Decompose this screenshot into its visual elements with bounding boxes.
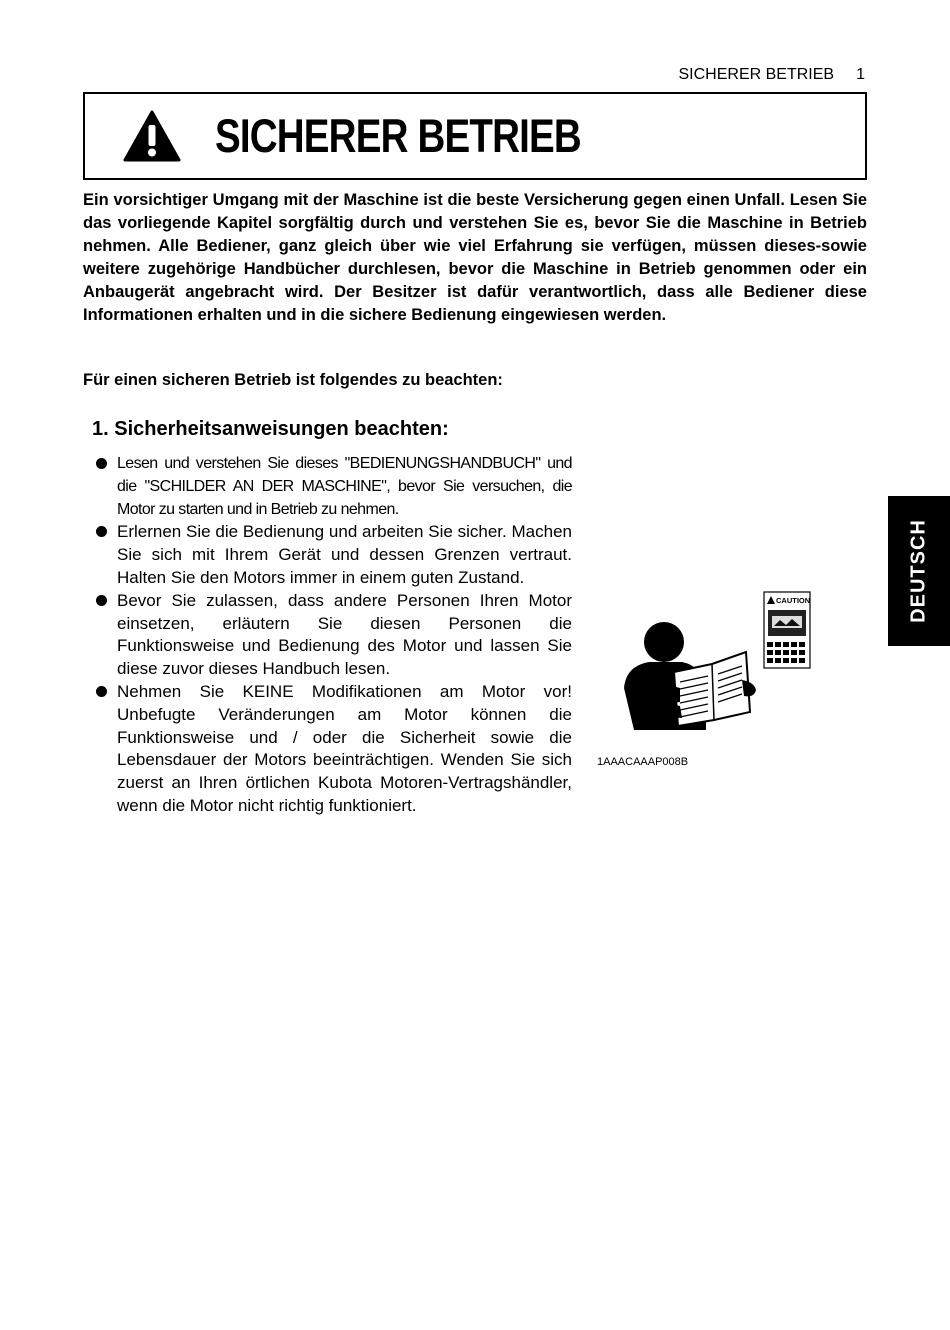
- figure-code: 1AAACAAAP008B: [597, 756, 689, 768]
- person-reading-manual-illustration: [594, 590, 814, 730]
- list-item-text: Bevor Sie zulassen, dass andere Personen Ihren Motor einsetzen, erläutern Sie diesen Personen die Funktionsweise und Bedienung des Motor und lassen Sie diese zuvor dieses Handbuch lesen.: [117, 590, 572, 679]
- caution-decal: [764, 592, 810, 668]
- list-item-text: Erlernen Sie die Bedienung und arbeiten Sie sicher. Machen Sie sich mit Ihrem Gerät und dessen Grenzen vertraut. Halten Sie den Motors immer in einem guten Zustand.: [117, 522, 572, 587]
- warning-triangle-icon: [123, 110, 181, 162]
- list-item: [96, 681, 572, 818]
- chapter-title-box: [83, 92, 867, 180]
- list-item: [96, 521, 572, 589]
- safety-instructions-list: [96, 453, 572, 818]
- reader-figure: [624, 622, 756, 730]
- list-item-text: Nehmen Sie KEINE Modifikationen am Motor vor! Unbefugte Veränderungen am Motor können die Funktionsweise und / oder die Sicherheit sowie die Lebensdauer der Motors beeinträchtigen. Wenden Sie sich zuerst an Ihren örtlichen Kubota Motoren-Vertragshändler, wenn die Motor nicht richtig funktioniert.: [117, 681, 572, 815]
- page-number: 1: [856, 66, 865, 83]
- bullet-icon: [96, 526, 107, 537]
- section-heading: 1. Sicherheitsanweisungen beachten:: [92, 418, 449, 440]
- running-title: SICHERER BETRIEB: [678, 66, 835, 83]
- intro-paragraph: Ein vorsichtiger Umgang mit der Maschine ist die beste Versicherung gegen einen Unfall. Lesen Sie das vorliegende Kapitel sorgfältig durch und verstehen Sie es, bevor Sie die Maschine in Betrieb nehmen. Alle Bediener, ganz gleich über wie viel Erfahrung sie verfügen, müssen dieses-sowie weitere zugehörige Handbücher durchlesen, bevor die Maschine in Betrieb genommen oder ein Anbaugerät angebracht wird. Der Besitzer ist dafür verantwortlich, dass alle Bediener diese Informationen erhalten und in die sichere Bedienung eingewiesen werden.: [83, 191, 867, 324]
- language-tab: [888, 496, 950, 646]
- list-item: [96, 453, 572, 521]
- caution-label: CAUTION: [776, 596, 811, 605]
- language-tab-label: DEUTSCH: [907, 519, 930, 623]
- bullet-icon: [96, 595, 107, 606]
- bullet-icon: [96, 686, 107, 697]
- bullet-icon: [96, 458, 107, 469]
- lead-in-text: Für einen sicheren Betrieb ist folgendes zu beachten:: [83, 371, 503, 389]
- chapter-title: SICHERER BETRIEB: [215, 109, 581, 162]
- list-item: [96, 590, 572, 681]
- running-header: [560, 66, 865, 84]
- list-item-text: Lesen und verstehen Sie dieses "BEDIENUNGSHANDBUCH" und die "SCHILDER AN DER MASCHINE", bevor Sie versuchen, die Motor zu starten und in Betrieb zu nehmen.: [117, 455, 572, 518]
